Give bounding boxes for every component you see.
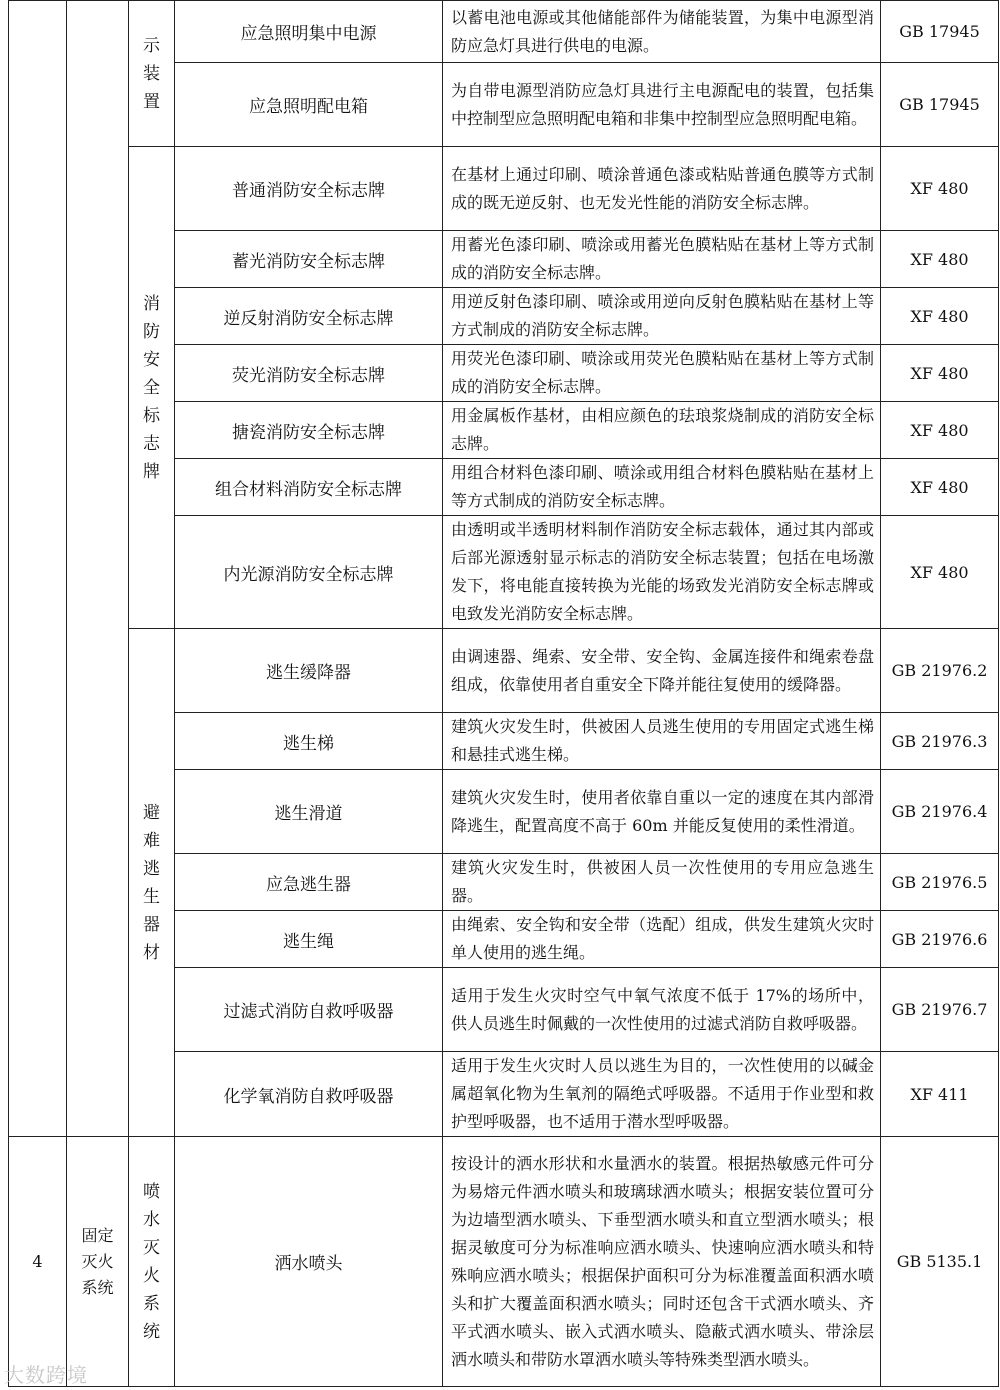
product-name: 逃生滑道 (175, 770, 443, 854)
product-standard: GB 21976.5 (881, 854, 999, 911)
product-standard: GB 17945 (881, 63, 999, 147)
category-cell-sprinkler: 喷水灭火系统 (129, 1137, 175, 1387)
product-name: 逃生缓降器 (175, 629, 443, 713)
system-cell (67, 1, 129, 1137)
product-description: 用逆反射色漆印刷、喷涂或用逆向反射色膜粘贴在基材上等方式制成的消防安全标志牌。 (443, 288, 881, 345)
product-description: 由透明或半透明材料制作消防安全标志载体，通过其内部或后部光源透射显示标志的消防安全标志装置；包括在电场激发下，将电能直接转换为光能的场致发光消防安全标志牌或电致发光消防安全标志牌。 (443, 516, 881, 629)
product-name: 应急照明集中电源 (175, 1, 443, 63)
table-row (9, 147, 999, 231)
product-description: 用蓄光色漆印刷、喷涂或用蓄光色膜粘贴在基材上等方式制成的消防安全标志牌。 (443, 231, 881, 288)
fire-products-table (8, 0, 999, 1387)
table-row (9, 1, 999, 63)
row-number-cell (9, 1, 67, 1137)
product-description: 由调速器、绳索、安全带、安全钩、金属连接件和绳索卷盘组成，依靠使用者自重安全下降并能往复使用的缓降器。 (443, 629, 881, 713)
product-standard: XF 480 (881, 231, 999, 288)
product-name: 普通消防安全标志牌 (175, 147, 443, 231)
product-standard: XF 480 (881, 402, 999, 459)
product-standard: XF 411 (881, 1052, 999, 1137)
product-description: 建筑火灾发生时，使用者依靠自重以一定的速度在其内部滑降逃生，配置高度不高于 60m 并能反复使用的柔性滑道。 (443, 770, 881, 854)
product-standard: XF 480 (881, 147, 999, 231)
system-name: 固定灭火系统 (67, 1137, 129, 1387)
product-name: 逃生绳 (175, 911, 443, 968)
table-row (9, 629, 999, 713)
category-cell-lighting: 示装置 (129, 1, 175, 147)
product-description: 按设计的洒水形状和水量洒水的装置。根据热敏感元件可分为易熔元件洒水喷头和玻璃球洒水喷头；根据安装位置可分为边墙型洒水喷头、下垂型洒水喷头和直立型洒水喷头；根据灵敏度可分为标准响应洒水喷头、快速响应洒水喷头和特殊响应洒水喷头；根据保护面积可分为标准覆盖面积洒水喷头和扩大覆盖面积洒水喷头；同时还包含干式洒水喷头、齐平式洒水喷头、嵌入式洒水喷头、隐蔽式洒水喷头、带涂层洒水喷头和带防水罩洒水喷头等特殊类型洒水喷头。 (443, 1137, 881, 1387)
product-standard: XF 480 (881, 288, 999, 345)
product-name: 应急逃生器 (175, 854, 443, 911)
product-name: 洒水喷头 (175, 1137, 443, 1387)
product-standard: XF 480 (881, 345, 999, 402)
product-description: 为自带电源型消防应急灯具进行主电源配电的装置，包括集中控制型应急照明配电箱和非集中控制型应急照明配电箱。 (443, 63, 881, 147)
product-name: 逆反射消防安全标志牌 (175, 288, 443, 345)
category-cell-signs: 消防安全标志牌 (129, 147, 175, 629)
product-description: 用荧光色漆印刷、喷涂或用荧光色膜粘贴在基材上等方式制成的消防安全标志牌。 (443, 345, 881, 402)
product-standard: XF 480 (881, 516, 999, 629)
product-standard: GB 21976.2 (881, 629, 999, 713)
product-name: 荧光消防安全标志牌 (175, 345, 443, 402)
product-standard: GB 21976.4 (881, 770, 999, 854)
product-standard: GB 21976.6 (881, 911, 999, 968)
table-row (9, 1137, 999, 1387)
product-description: 建筑火灾发生时，供被困人员一次性使用的专用应急逃生器。 (443, 854, 881, 911)
product-description: 以蓄电池电源或其他储能部件为储能装置，为集中电源型消防应急灯具进行供电的电源。 (443, 1, 881, 63)
row-number: 4 (9, 1137, 67, 1387)
product-name: 搪瓷消防安全标志牌 (175, 402, 443, 459)
product-name: 逃生梯 (175, 713, 443, 770)
product-description: 适用于发生火灾时人员以逃生为目的，一次性使用的以碱金属超氧化物为生氧剂的隔绝式呼吸器。不适用于作业型和救护型呼吸器，也不适用于潜水型呼吸器。 (443, 1052, 881, 1137)
watermark-logo: 大数跨境 (4, 1363, 88, 1387)
product-standard: GB 5135.1 (881, 1137, 999, 1387)
product-standard: GB 21976.7 (881, 968, 999, 1052)
category-cell-escape: 避难逃生器材 (129, 629, 175, 1137)
product-name: 化学氧消防自救呼吸器 (175, 1052, 443, 1137)
product-name: 应急照明配电箱 (175, 63, 443, 147)
product-description: 适用于发生火灾时空气中氧气浓度不低于 17%的场所中，供人员逃生时佩戴的一次性使用的过滤式消防自救呼吸器。 (443, 968, 881, 1052)
product-name: 内光源消防安全标志牌 (175, 516, 443, 629)
product-description: 在基材上通过印刷、喷涂普通色漆或粘贴普通色膜等方式制成的既无逆反射、也无发光性能的消防安全标志牌。 (443, 147, 881, 231)
product-description: 用金属板作基材，由相应颜色的珐琅浆烧制成的消防安全标志牌。 (443, 402, 881, 459)
product-name: 过滤式消防自救呼吸器 (175, 968, 443, 1052)
product-description: 由绳索、安全钩和安全带（选配）组成，供发生建筑火灾时单人使用的逃生绳。 (443, 911, 881, 968)
product-standard: GB 21976.3 (881, 713, 999, 770)
product-description: 建筑火灾发生时，供被困人员逃生使用的专用固定式逃生梯和悬挂式逃生梯。 (443, 713, 881, 770)
product-description: 用组合材料色漆印刷、喷涂或用组合材料色膜粘贴在基材上等方式制成的消防安全标志牌。 (443, 459, 881, 516)
product-name: 蓄光消防安全标志牌 (175, 231, 443, 288)
product-standard: GB 17945 (881, 1, 999, 63)
product-name: 组合材料消防安全标志牌 (175, 459, 443, 516)
product-standard: XF 480 (881, 459, 999, 516)
